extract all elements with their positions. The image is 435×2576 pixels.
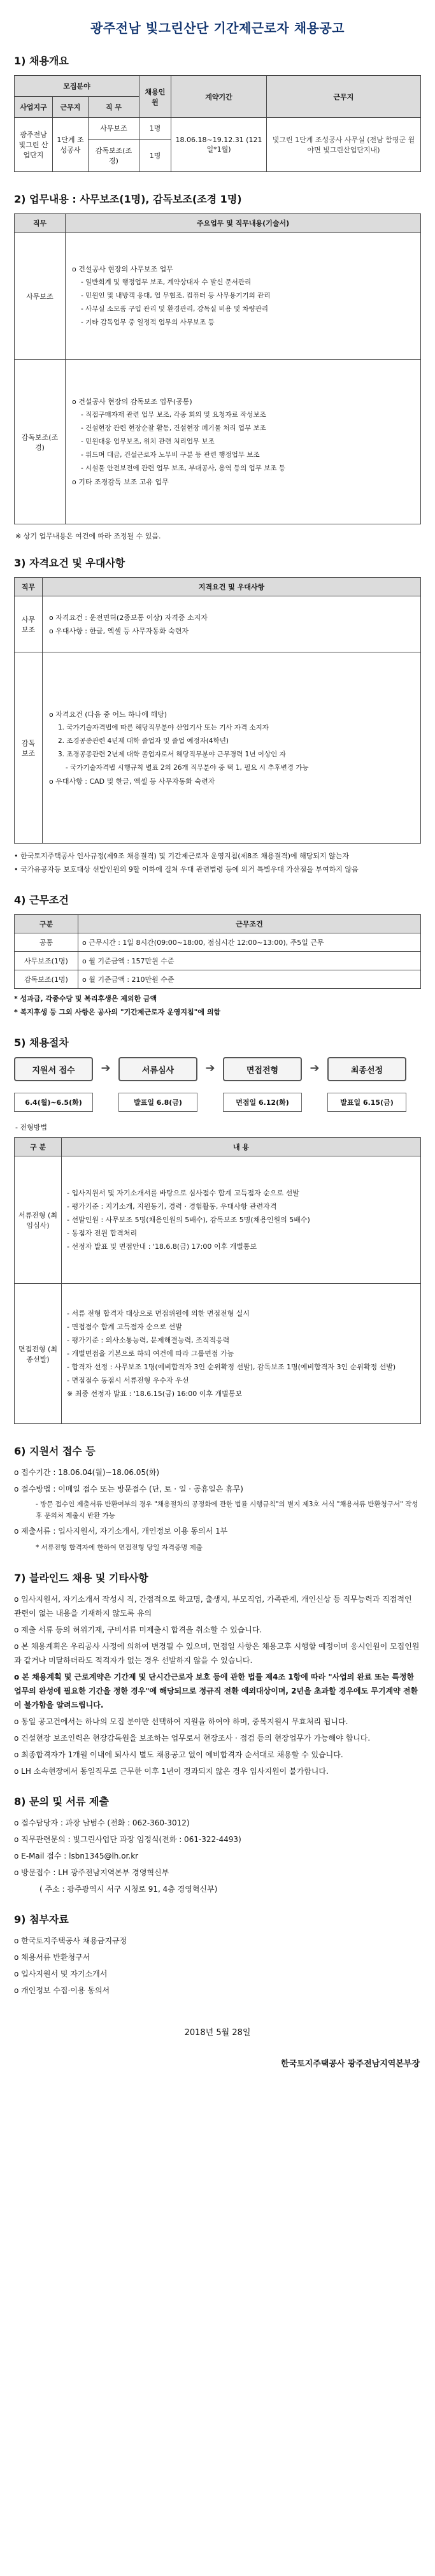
selection-item: - 면접점수 합계 고득점자 순으로 선발	[67, 1323, 182, 1331]
contact-item: o 직무관련문의 : 빛그린사업단 과장 임정식(전화 : 061-322-4493)	[14, 1835, 241, 1844]
attachment-item: o 한국토지주택공사 채용금지규정	[14, 1936, 127, 1945]
page-title: 광주전남 빛그린산단 기간제근로자 채용공고	[90, 20, 345, 36]
application-item: * 서류전형 합격자에 한하여 면접전형 당일 자격증명 제출	[36, 1544, 203, 1551]
section-3-heading: 3) 자격요건 및 우대사항	[14, 557, 125, 569]
selection-item: - 선정자 발표 및 면접안내 : '18.6.8(금) 17:00 이후 개별통보	[67, 1242, 257, 1251]
selection-item: - 평가기준 : 지기소개, 지원동기, 경력 · 경험활동, 우대사항 관련자격	[67, 1202, 277, 1211]
col-region-header: 근무지	[53, 97, 89, 118]
other-item: o 본 채용계획은 우리공사 사정에 의하여 변경될 수 있으며, 면접일 사항은 채용고후 시행할 예정이며 응시인원이 모집인원과 같거나 미달하더라도 적격자가 없는 경우 선발하지 않을 수 있습니다.	[14, 1642, 420, 1665]
duty-item: - 기타 감독업무 중 일정적 업무의 사무보조 등	[81, 319, 215, 326]
section-5-heading: 5) 채용절차	[14, 1037, 69, 1049]
condition-note: * 복지후생 등 그외 사항은 공사의 "기간제근로자 운영지침"에 의함	[14, 1008, 221, 1016]
req-item: o 자격요건 (다음 중 어느 하나에 해당)	[49, 710, 168, 719]
condition-note: * 성과급, 각종수당 및 복리후생은 제외한 금액	[14, 995, 157, 1003]
duty-item: - 민원인 및 내방객 응대, 업 무협조, 컴퓨터 등 사무용기기의 관리	[81, 292, 271, 299]
other-item: o 본 채용계획 및 근로계약은 기간제 및 단시간근로자 보호 등에 관한 법률 제4조 1항에 따라 "사업의 완료 또는 특정한 업무의 완성에 필요한 기간을 정한 경우"에 해당되므로 정규직 전환 예외대상이며, 2년을 초과할 경우에도 무기계약 전환이 불가함을 알려드립니다.	[14, 1673, 418, 1709]
attachment-item: o 입사지원서 및 자기소개서	[14, 1969, 108, 1978]
qual-note: • 한국토지주택공사 인사규정(제9조 채용결격) 및 기간제근로자 운영지침(제8조 채용결격)에 해당되지 않는자	[14, 852, 350, 860]
attachment-item: o 채용서류 반환청구서	[14, 1953, 90, 1962]
other-item: o 동일 공고건에서는 하나의 모집 분야만 선택하여 지원을 하여야 하며, 중복지원시 무효처리 됩니다.	[14, 1717, 348, 1726]
row-kind: 공통	[15, 933, 78, 952]
col-count-header: 채용인원	[139, 76, 171, 118]
notice-date: 2018년 5월 28일	[184, 2028, 251, 2038]
duty-item: - 민원대응 업무보조, 위치 관련 처리업무 보조	[81, 438, 215, 445]
other-item: o 제출 서류 등의 허위기재, 구비서류 미제출시 합격을 취소할 수 있습니다.	[14, 1625, 262, 1634]
duty-item: o 건설공사 현장의 사무보조 업무	[72, 265, 173, 273]
selection-method-label: - 전형방법	[15, 1123, 47, 1132]
attachment-item: o 개인정보 수집·이용 동의서	[14, 1986, 110, 1995]
duty-item: - 일반회계 및 행정업무 보조, 계약상대자 수 발신 문서관리	[81, 278, 252, 286]
step-date: 발표일 6.8(금)	[118, 1093, 197, 1112]
application-item: o 제출서류 : 입사지원서, 자기소개서, 개인정보 이용 동의서 1부	[14, 1527, 228, 1536]
cell-place: 빛그린 1단계 조성공사 사무실 (전남 함평군 월야면 빛그린산업단지내)	[267, 118, 421, 172]
selection-item: - 입사지원서 및 자기소개서를 바탕으로 심사점수 합계 고득점자 순으로 선발	[67, 1189, 299, 1197]
application-item: - 방문 접수인 제출서류 반환여부의 경우 "채용절차의 공정화에 관한 법률 시행규칙"의 별지 제3호 서식 "채용서류 반환청구서" 작성후 문의처 제출시 반환 가능	[36, 1500, 418, 1520]
col-req-header: 지격요건 및 우대사항	[43, 578, 421, 596]
step-box: 지원서 접수	[14, 1057, 93, 1081]
col-content-header: 내 용	[62, 1138, 421, 1156]
cell-duty-2: 감독보조(조경)	[89, 139, 139, 171]
duty-item: - 사무실 소모품 구입 관리 및 환경관리, 강독실 비용 및 차량관리	[81, 305, 269, 313]
duty-item: - 위드며 대금, 건설근로자 노무비 구분 등 관련 행정업무 보조	[81, 451, 260, 459]
row-cond: o 근무시간 : 1일 8시간(09:00~18:00, 점심시간 12:00~13:00), 주5일 근무	[78, 933, 421, 952]
duty-note: ※ 상기 업무내용은 여건에 따라 조정될 수 있음.	[15, 532, 161, 540]
selection-item: - 면접점수 동점시 서류전형 우수자 우선	[67, 1376, 189, 1385]
row-kind: 감독보조(1명)	[15, 970, 78, 989]
col-desc-header: 주요업무 및 직무내용(기술서)	[66, 214, 421, 233]
row-cond: o 월 기준금액 : 210만원 수준	[78, 970, 421, 989]
req-item: o 우대사항 : CAD 및 한글, 엑셀 등 사무자동화 숙련자	[49, 777, 215, 786]
other-item: o 건설현장 보조인력은 현장감독원을 보조하는 업무로서 현장조사 · 점검 등의 현장업무가 가능해야 합니다.	[14, 1734, 371, 1743]
req-item: - 국가기술자격법 시행규칙 별표 2의 26개 직무분야 중 택 1, 필요 시 추후변경 가능	[66, 763, 309, 772]
issuer-name: 한국토지주택공사 광주전남지역본부장	[280, 2059, 420, 2069]
work-conditions-table	[14, 914, 421, 989]
contact-list	[14, 1816, 421, 1896]
application-item: o 접수방법 : 이메일 접수 또는 방문접수 (단, 토 · 일 · 공휴일은 휴무)	[14, 1485, 243, 1493]
contact-email[interactable]: o E-Mail 접수 : lsbn1345@lh.or.kr	[14, 1852, 139, 1860]
req-item: o 우대사항 : 한글, 엑셀 등 사무자동화 숙련자	[49, 626, 189, 635]
selection-item: ※ 최종 선정자 발표 : '18.6.15(금) 16:00 이후 개별통보	[67, 1390, 242, 1398]
cell-period: 18.06.18~19.12.31 (121일*1월)	[171, 118, 267, 172]
row-name: 사무보조	[15, 596, 43, 652]
section-8-heading: 8) 문의 및 서류 제출	[14, 1795, 109, 1808]
duty-table	[14, 213, 421, 524]
duty-item: - 직접구매자재 관련 업무 보조, 각종 회의 및 요청자료 작성보조	[81, 411, 266, 419]
cell-count-2: 1명	[139, 139, 171, 171]
selection-item: - 평가기준 : 의사소통능력, 문제해결능력, 조직적응력	[67, 1336, 230, 1344]
arrow-right-icon: ➔	[205, 1061, 215, 1075]
attachment-list	[14, 1934, 421, 1997]
req-item: o 자격요건 : 운전면허(2종보통 이상) 자격증 소지자	[49, 613, 208, 622]
recruit-overview-table	[14, 75, 421, 172]
selection-item: - 합격자 선정 : 사무보조 1명(예비합격자 3인 순위확정 선발), 감독보조 1명(예비합격자 3인 순위확정 선발)	[67, 1363, 396, 1371]
contact-item: o 방문접수 : LH 광주전남지역본부 경영혁신부	[14, 1868, 169, 1877]
col-kind-header: 구 분	[15, 1138, 62, 1156]
application-item: o 접수기간 : 18.06.04(월)~18.06.05(화)	[14, 1468, 160, 1477]
col-group-header: 모집분야	[15, 76, 139, 97]
step-box: 최종선정	[327, 1057, 406, 1081]
col-duty-header: 직무	[15, 214, 66, 233]
row-kind: 사무보조(1명)	[15, 952, 78, 970]
duty-item: - 건설현장 관련 현장순찰 활동, 건설현장 폐기물 처리 업무 보조	[81, 424, 266, 432]
cell-count-1: 1명	[139, 118, 171, 139]
process-steps	[14, 1057, 421, 1112]
cell-region: 1단계 조성공사	[53, 118, 89, 172]
col-duty-header: 직 무	[89, 97, 139, 118]
duty-item: o 건설공사 현장의 감독보조 업무(공통)	[72, 398, 192, 406]
contact-item: o 접수담당자 : 과장 남범수 (전화 : 062-360-3012)	[14, 1818, 190, 1827]
step-box: 서류심사	[118, 1057, 197, 1081]
row-cond: o 월 기준금액 : 157만원 수준	[78, 952, 421, 970]
col-place-header: 근무지	[267, 76, 421, 118]
other-items-list	[14, 1592, 421, 1778]
other-item: o LH 소속현장에서 동일직무로 근무한 이후 1년이 경과되지 않은 경우 입사지원이 불가합니다.	[14, 1767, 329, 1776]
section-6-heading: 6) 지원서 접수 등	[14, 1445, 96, 1457]
section-4-heading: 4) 근무조건	[14, 894, 69, 906]
col-period-header: 계약기간	[171, 76, 267, 118]
qualification-table	[14, 577, 421, 844]
application-list	[14, 1465, 421, 1555]
duty-item: o 기타 조경감독 보조 고유 업무	[72, 478, 169, 486]
cell-unit: 광주전남 빛그린 산업단지	[15, 118, 53, 172]
row-name: 사무보조	[15, 233, 66, 360]
selection-item: - 동점자 전원 합격처리	[67, 1229, 138, 1237]
row-kind: 면접전형 (최종선발)	[15, 1284, 62, 1424]
req-item: 1. 국가기술자격법에 따른 해당직무분야 산업기사 또는 기사 자격 소지자	[58, 723, 269, 731]
req-item: 2. 조경공종관련 4년제 대학 졸업자 및 졸업 예정자(4학년)	[58, 737, 229, 745]
selection-item: - 서류 전형 합격자 대상으로 면접위원에 의한 면접전형 실시	[67, 1309, 250, 1318]
col-duty-header: 직무	[15, 578, 43, 596]
step-date: 발표일 6.15(금)	[327, 1093, 406, 1112]
arrow-right-icon: ➔	[310, 1061, 320, 1075]
col-kind-header: 구분	[15, 915, 78, 933]
req-item: 3. 조경공종관련 2년제 대학 졸업자로서 해당직무분야 근무경력 1년 이상인 자	[58, 750, 286, 758]
arrow-right-icon: ➔	[101, 1061, 111, 1075]
step-box: 면접전형	[223, 1057, 302, 1081]
qual-note: • 국가유공자등 보호대상 선발인원의 9할 이하에 걸쳐 우대 관련법령 등에 의거 특별우대 가산점을 부여하지 않음	[14, 865, 359, 874]
step-date: 6.4(월)~6.5(화)	[14, 1093, 93, 1112]
col-cond-header: 근무조건	[78, 915, 421, 933]
contact-address: ( 주소 : 광주광역시 서구 시청로 91, 4층 경영혁신부)	[39, 1885, 218, 1894]
other-item: o 최종합격자가 1개월 이내에 퇴사시 별도 채용공고 없이 예비합격자 순서대로 채용할 수 있습니다.	[14, 1750, 343, 1759]
section-2-heading: 2) 업무내용 : 사무보조(1명), 감독보조(조경 1명)	[14, 193, 242, 205]
cell-duty-1: 사무보조	[89, 118, 139, 139]
duty-item: - 시설물 안전보전에 관련 업무 보조, 부대공사, 용역 등의 업무 보조 등	[81, 464, 286, 472]
selection-item: - 개별면접을 기본으로 하되 여건에 따라 그룹면접 가능	[67, 1349, 234, 1358]
row-name: 감독보조	[15, 652, 43, 844]
section-7-heading: 7) 블라인드 채용 및 기타사항	[14, 1572, 148, 1584]
selection-item: - 선발인원 : 사무보조 5명(채용인원의 5배수), 감독보조 5명(채용인원의 5배수)	[67, 1216, 310, 1224]
section-1-heading: 1) 채용개요	[14, 55, 69, 67]
col-unit-header: 사업지구	[15, 97, 53, 118]
row-name: 감독보조(조경)	[15, 360, 66, 524]
row-kind: 서류전형 (최임심사)	[15, 1156, 62, 1284]
other-item: o 입사지원서, 자기소개서 작성시 직, 간접적으로 학교명, 출생지, 부모직업, 가족관계, 개인신상 등 직무능력과 직접적인 관련이 없는 내용을 기재하지 않도록 유의	[14, 1595, 412, 1618]
selection-table	[14, 1137, 421, 1424]
section-9-heading: 9) 첨부자료	[14, 1913, 69, 1925]
step-date: 면접일 6.12(화)	[223, 1093, 302, 1112]
